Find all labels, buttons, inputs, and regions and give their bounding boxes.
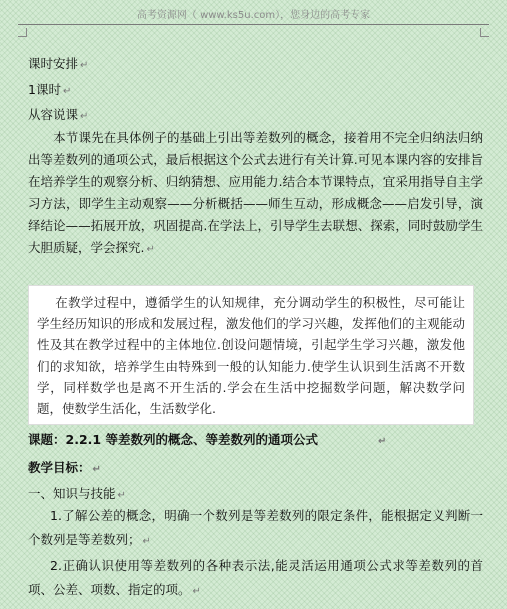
paragraph-mark: ↵ <box>80 60 89 71</box>
lesson-title <box>28 432 488 450</box>
paragraph-mark: ↵ <box>142 536 151 547</box>
goals-heading-text: 教学目标： <box>28 460 91 475</box>
method-line <box>28 107 488 125</box>
section-knowledge <box>28 486 488 504</box>
paragraph-mark: ↵ <box>117 490 126 501</box>
goal-item-2 <box>28 554 483 604</box>
paragraph-mark: ↵ <box>377 436 387 447</box>
lesson-title-text: 课题：2.2.1 等差数列的概念、等差数列的通项公式 <box>28 432 318 447</box>
method-label: 从容说课 <box>28 107 79 122</box>
image-paragraph <box>37 292 465 419</box>
intro-paragraph <box>28 127 483 261</box>
paragraph-mark: ↵ <box>192 586 201 597</box>
schedule-line <box>28 56 488 74</box>
paragraph-mark: ↵ <box>80 111 89 122</box>
paragraph-mark: ↵ <box>92 464 101 475</box>
goal-item-1-text: 1.了解公差的概念，明确一个数列是等差数列的限定条件，能根据定义判断一个数列是等差数列； <box>28 508 483 547</box>
header-text: 高考资源网（ www.ks5u.com），您身边的高考专家 <box>136 10 371 21</box>
goal-item-1 <box>28 504 483 554</box>
schedule-label: 课时安排 <box>28 56 79 71</box>
intro-text: 本节课先在具体例子的基础上引出等差数列的概念，接着用不完全归纳法归纳出等差数列的通项公式，最后根据这个公式去进行有关计算.可见本课内容的安排旨在培养学生的观察分析、归纳猜想、应用能力.结合本节课特点，宜采用指导自主学习方法，即学生主动观察——分析概括——师生互动，形成概念——启发引导，演绎结论——拓展开放，巩固提高.在学法上，引导学生去联想、探索，同时鼓励学生大胆质疑，学会探究. <box>28 130 483 255</box>
goals-heading <box>28 460 488 478</box>
hours-line <box>28 82 488 100</box>
paragraph-mark: ↵ <box>62 86 72 97</box>
goal-item-2-text: 2.正确认识使用等差数列的各种表示法,能灵活运用通项公式求等差数列的首项、公差、项数、指定的项。 <box>28 558 483 597</box>
image-text: 在教学过程中，遵循学生的认知规律，充分调动学生的积极性，尽可能让学生经历知识的形成和发展过程，激发他们的学习兴趣，发挥他们的主观能动性及其在教学过程中的主体地位.创设问题情境，引起学生学习兴趣，激发他们的求知欲，培养学生由特殊到一般的认知能力.使学生认识到生活离不开数学，同样数学也是离不开生活的.学会在生活中挖掘数学问题，解决数学问题，使数学生活化，生活数学化. <box>37 295 465 417</box>
header-divider <box>18 24 489 25</box>
hours-label: 1课时 <box>28 82 61 97</box>
margin-corner-right <box>480 28 489 37</box>
paragraph-mark: ↵ <box>146 244 155 255</box>
margin-corner-left <box>18 28 27 37</box>
embedded-text-image <box>28 285 474 425</box>
section-knowledge-text: 一、知识与技能 <box>28 486 116 501</box>
